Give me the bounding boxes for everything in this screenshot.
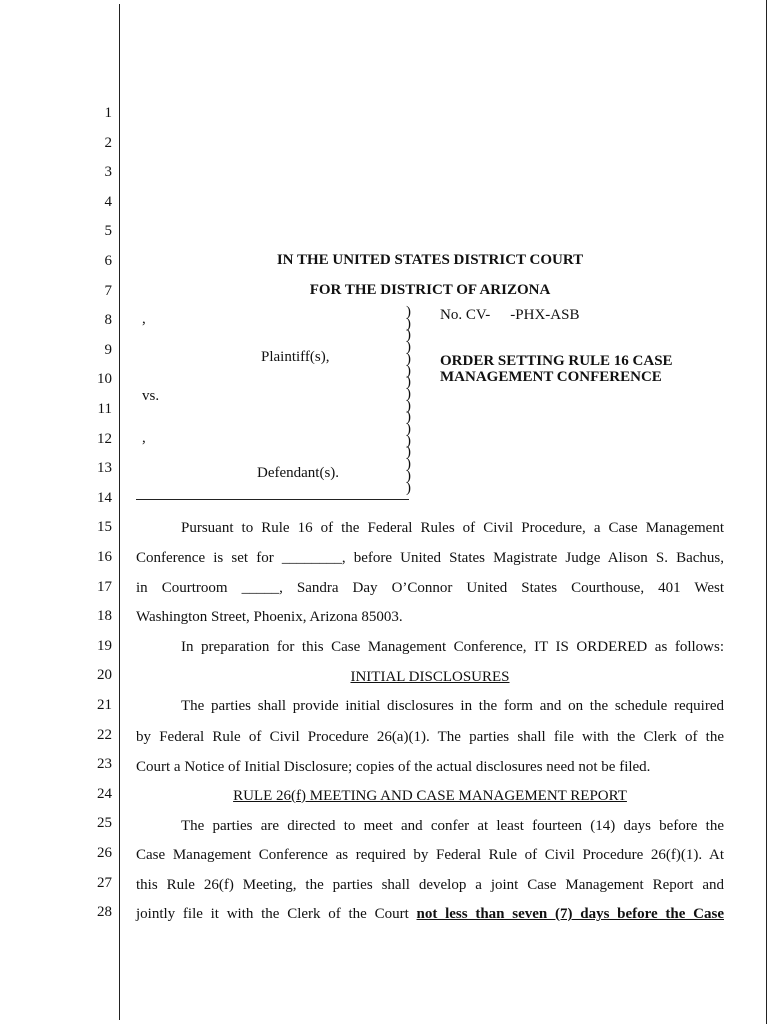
caption-paren: )	[406, 432, 411, 449]
paragraph-4-line-1: The parties are directed to meet and confer at least fourteen (14) days before the	[181, 818, 724, 834]
paragraph-1-line-3: in Courtroom _____, Sandra Day O’Connor United States Courthouse, 401 West	[136, 580, 724, 596]
case-number	[440, 306, 579, 324]
caption-paren: )	[406, 339, 411, 356]
caption-underline	[136, 499, 409, 500]
line-number: 22	[97, 726, 112, 743]
line-number: 12	[97, 430, 112, 447]
heading-initial-disclosures: INITIAL DISCLOSURES	[350, 669, 510, 685]
paragraph-3-line-1: The parties shall provide initial disclosures in the form and on the schedule required	[181, 698, 724, 714]
right-margin-rule	[766, 0, 767, 1024]
line-number: 14	[97, 489, 112, 506]
defendant-name: ,	[142, 430, 146, 446]
line-number: 19	[97, 637, 112, 654]
case-number-suffix: -PHX-ASB	[510, 307, 580, 323]
case-number-prefix: No. CV-	[440, 307, 491, 323]
line-number: 6	[104, 253, 112, 269]
caption-paren: )	[406, 444, 411, 461]
paragraph-1-line-1: Pursuant to Rule 16 of the Federal Rules of Civil Procedure, a Case Management	[181, 520, 724, 536]
paragraph-4-line-4	[136, 905, 724, 923]
line-number: 26	[97, 845, 112, 861]
caption-paren: )	[406, 421, 411, 438]
plaintiff-label: Plaintiff(s),	[261, 349, 330, 365]
paragraph-3-line-2: by Federal Rule of Civil Procedure 26(a)(1). The parties shall file with the Clerk of the	[136, 729, 724, 745]
line-number: 7	[104, 282, 112, 299]
caption-paren: )	[406, 467, 411, 484]
paragraph-4-line-2: Case Management Conference as required by Federal Rule of Civil Procedure 26(f)(1). At	[136, 847, 724, 863]
line-number: 15	[97, 519, 112, 536]
paragraph-2-line-1: In preparation for this Case Management Conference, IT IS ORDERED as follows:	[181, 639, 724, 655]
line-number: 9	[104, 341, 112, 358]
paragraph-1-line-2: Conference is set for ________, before United States Magistrate Judge Alison S. Bachus,	[136, 550, 724, 566]
line-number: 5	[104, 223, 112, 240]
line-number: 24	[97, 785, 112, 802]
line-number: 23	[97, 756, 112, 773]
caption-paren: )	[406, 397, 411, 414]
caption-paren: )	[406, 315, 411, 332]
line-number: 11	[97, 401, 112, 417]
paragraph-4-line-3: this Rule 26(f) Meeting, the parties shall develop a joint Case Management Report and	[136, 877, 724, 893]
line-number: 8	[104, 312, 112, 329]
line-number: 18	[97, 608, 112, 625]
line-number: 1	[104, 105, 112, 121]
paragraph-1-line-4: Washington Street, Phoenix, Arizona 85003.	[136, 609, 403, 625]
paragraph-4-line-4-plain: jointly file it with the Clerk of the Court	[136, 906, 417, 922]
plaintiff-name: ,	[142, 311, 146, 327]
line-number: 2	[104, 134, 112, 151]
court-district: FOR THE DISTRICT OF ARIZONA	[309, 282, 551, 298]
line-number: 3	[104, 164, 112, 181]
caption-paren: )	[406, 385, 411, 402]
caption-paren: )	[406, 374, 411, 391]
line-number: 21	[97, 697, 112, 713]
line-number: 4	[104, 193, 112, 210]
line-number: 13	[97, 460, 112, 477]
caption-paren: )	[406, 362, 411, 379]
caption-paren: )	[406, 479, 411, 496]
caption-paren: )	[406, 304, 411, 320]
line-number: 10	[97, 371, 112, 388]
paragraph-4-deadline-emphasis: not less than seven (7) days before the Case	[416, 906, 724, 922]
line-number: 20	[97, 667, 112, 684]
line-number: 25	[97, 815, 112, 832]
court-name: IN THE UNITED STATES DISTRICT COURT	[276, 252, 584, 268]
caption-parentheses	[406, 304, 416, 496]
line-number: 27	[97, 874, 112, 891]
caption-paren: )	[406, 409, 411, 426]
line-number: 17	[97, 578, 112, 595]
heading-rule-26f: RULE 26(f) MEETING AND CASE MANAGEMENT REPORT	[233, 788, 627, 804]
order-title-line2: MANAGEMENT CONFERENCE	[440, 369, 662, 385]
defendant-label: Defendant(s).	[257, 465, 340, 481]
line-number: 28	[97, 904, 112, 921]
versus-label: vs.	[142, 388, 160, 404]
order-title-line1: ORDER SETTING RULE 16 CASE	[440, 353, 673, 369]
line-number: 16	[97, 549, 112, 565]
paragraph-3-line-3: Court a Notice of Initial Disclosure; copies of the actual disclosures need not be filed.	[136, 759, 651, 775]
left-margin-rule	[119, 4, 120, 1020]
caption-paren: )	[406, 456, 411, 473]
caption-paren: )	[406, 327, 411, 344]
caption-paren: )	[406, 350, 411, 367]
